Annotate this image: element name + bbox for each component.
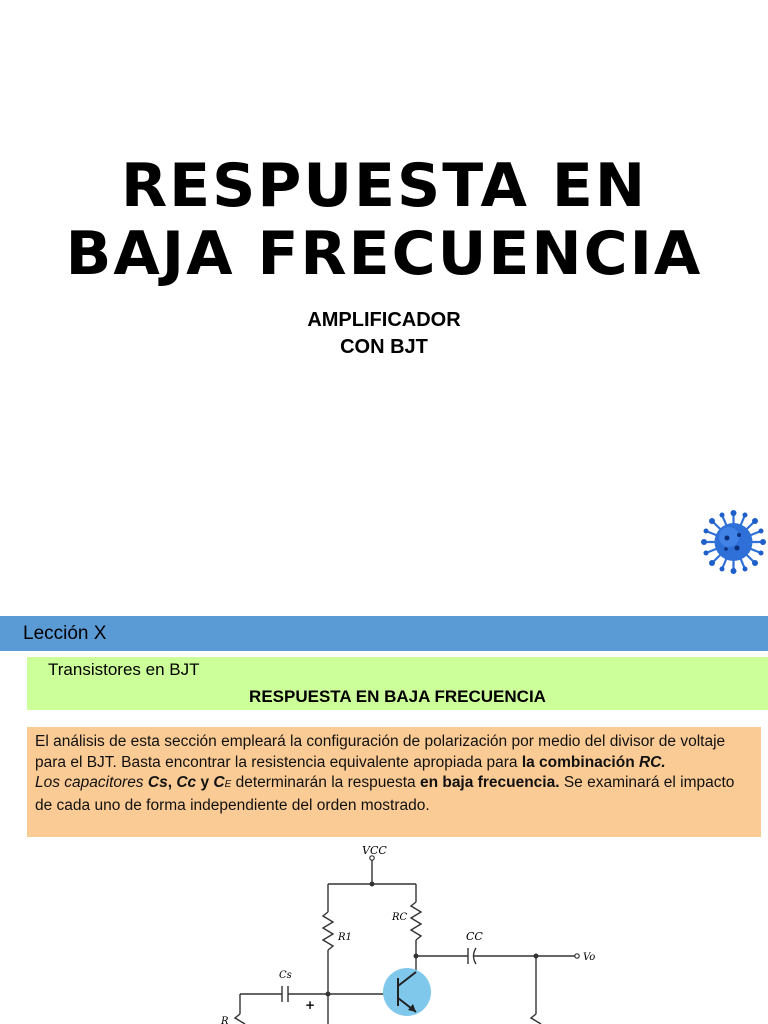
r1-label: R1 — [338, 932, 352, 943]
rs-label: R — [221, 1016, 229, 1024]
cc-label: CC — [466, 930, 483, 943]
cs-label: Cs — [279, 970, 292, 981]
slide-subtitle — [0, 307, 768, 361]
info-text-3: Se examinará el impacto de cada uno de forma independiente del orden mostrado. — [35, 774, 735, 814]
info-bold-italic-rc: RC. — [638, 753, 666, 771]
subtitle-line-1: AMPLIFICADOR — [307, 309, 461, 331]
info-box — [27, 727, 761, 837]
capacitor-ce: C — [213, 774, 225, 791]
title-line-2: BAJA FRECUENCIA — [65, 219, 703, 289]
info-italic-intro: Los capacitores — [35, 774, 148, 791]
info-text-2: determinarán la respuesta — [231, 774, 420, 791]
vo-label: Vo — [583, 952, 596, 963]
virus-icon — [699, 508, 768, 576]
subtitle-line-2: CON BJT — [340, 336, 428, 358]
rc-label: RC — [392, 912, 408, 923]
info-paragraph-2 — [35, 773, 754, 816]
info-comma: , — [167, 774, 177, 791]
info-and: y — [196, 774, 214, 791]
capacitor-cs: Cs — [147, 774, 168, 791]
info-bold-2: en baja frecuencia. — [419, 774, 560, 791]
circuit-diagram — [220, 840, 600, 1024]
polarity-plus: + — [305, 998, 316, 1012]
topic-subject: Transistores en BJT — [48, 660, 200, 679]
slide-title — [0, 152, 768, 288]
lesson-bar — [0, 616, 768, 651]
capacitor-cc: Cc — [176, 774, 197, 791]
title-line-1: RESPUESTA EN — [120, 151, 648, 221]
info-bold-1: la combinación — [521, 753, 635, 771]
info-text-1: El análisis de esta sección empleará la configuración de polarización por medio del divisor de voltaje para el BJT. Basta encontrar la resistencia equivalente apropiada para — [35, 733, 726, 771]
lesson-label: Lección X — [23, 623, 107, 644]
vcc-label: VCC — [362, 844, 387, 857]
topic-title: RESPUESTA EN BAJA FRECUENCIA — [249, 687, 546, 706]
topic-box — [27, 657, 768, 710]
info-paragraph-1 — [35, 732, 754, 773]
capacitor-ce-subscript: E — [224, 779, 232, 790]
